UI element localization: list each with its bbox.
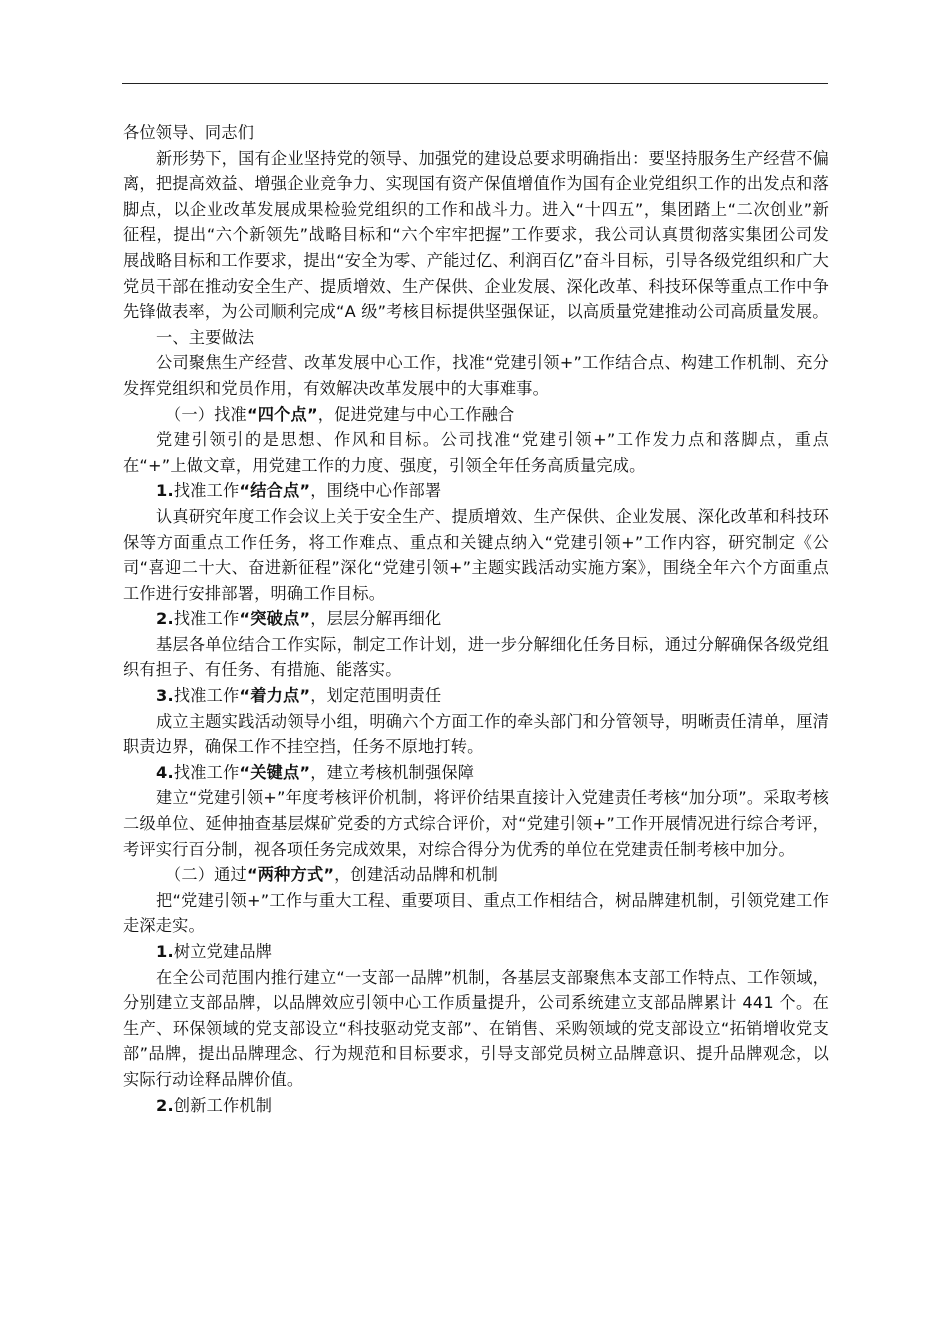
heading-prefix: （一）找准	[165, 404, 247, 424]
paragraph: 在全公司范围内推行建立“一支部一品牌”机制，各基层支部聚焦本支部工作特点、工作领域，分别建立支部品牌，以品牌效应引领中心工作质量提升，公司系统建立支部品牌累计 441 个。在生产、环保领域的党支部设立“科技驱动党支部”、在销售、采购领域的党支部设立“拓销增收党支部”品牌，提出品牌理念、行为规范和目标要求，引导支部党员树立品牌意识、提升品牌观念，以实际行动诠释品牌价值。	[123, 967, 829, 1089]
heading-text: 树立党建品牌	[173, 942, 273, 961]
heading-prefix: 找准工作	[173, 609, 240, 629]
paragraph-intro: 新形势下，国有企业坚持党的领导、加强党的建设总要求明确指出：要坚持服务生产经营不偏离，把提高效益、增强企业竞争力、实现国有资产保值增值作为国有企业党组织工作的出发点和落脚点，以企业改革发展成果检验党组织的工作和战斗力。进入“十四五”，集团踏上“二次创业”新征程，提出“六个新领先”战略目标和“六个牢牢把握”工作要求，我公司认真贯彻落实集团公司发展战略目标和工作要求，提出“安全为零、产能过亿、利润百亿”奋斗目标，引导各级党组织和广大党员干部在推动安全生产、提质增效、生产保供、企业发展、深化改革、科技环保等重点工作中争先锋做表率，为公司顺利完成“A 级”考核目标提供坚强保证，以高质量党建推动公司高质量发展。	[123, 148, 829, 322]
paragraph: 党建引领引的是思想、作风和目标。公司找准“党建引领+”工作发力点和落脚点，重点在“+”上做文章，用党建工作的力度、强度，引领全年任务高质量完成。	[123, 430, 829, 475]
item-number: 2.	[156, 1095, 174, 1115]
paragraph: 基层各单位结合工作实际，制定工作计划，进一步分解细化任务目标，通过分解确保各级党组织有担子、有任务、有措施、能落实。	[123, 634, 829, 680]
paragraph: 成立主题实践活动领导小组，明确六个方面工作的牵头部门和分管领导，明晰责任清单，厘清职责边界，确保工作不挂空挡，任务不原地打转。	[123, 711, 829, 757]
heading-suffix: ，划定范围明责任	[310, 686, 442, 706]
item-heading	[123, 606, 829, 632]
item-number: 1.	[156, 481, 174, 501]
item-number: 1.	[156, 942, 174, 961]
item-heading	[123, 478, 829, 504]
item-number: 2.	[156, 609, 174, 629]
item-number: 3.	[156, 686, 174, 706]
heading-bold: “关键点”	[239, 762, 311, 782]
heading-prefix: 找准工作	[173, 686, 240, 706]
heading-suffix: ，创建活动品牌和机制	[334, 865, 499, 885]
heading-suffix: ，建立考核机制强保障	[310, 762, 475, 782]
document-body	[123, 120, 829, 1118]
item-heading	[123, 683, 829, 709]
heading-text: 创新工作机制	[173, 1095, 273, 1115]
heading-bold: “突破点”	[239, 609, 311, 629]
subsection-heading	[123, 402, 829, 428]
item-number: 4.	[156, 762, 174, 782]
salutation: 各位领导、同志们	[123, 123, 255, 142]
item-heading	[123, 1093, 829, 1119]
heading-bold: “四个点”	[246, 404, 318, 424]
item-heading	[123, 939, 829, 965]
item-heading	[123, 760, 829, 786]
header-rule	[122, 83, 828, 84]
paragraph: 建立“党建引领+”年度考核评价机制，将评价结果直接计入党建责任考核“加分项”。采取考核二级单位、延伸抽查基层煤矿党委的方式综合评价，对“党建引领+”工作开展情况进行综合考评，考评实行百分制，视各项任务完成效果，对综合得分为优秀的单位在党建责任制考核中加分。	[123, 788, 829, 859]
heading-prefix: 找准工作	[173, 762, 240, 782]
paragraph: 认真研究年度工作会议上关于安全生产、提质增效、生产保供、企业发展、深化改革和科技环保等方面重点工作任务，将工作难点、重点和关键点纳入“党建引领+”工作内容，研究制定《公司“喜迎二十大、奋进新征程”深化“党建引领+”主题实践活动实施方案》，围绕全年六个方面重点工作进行安排部署，明确工作目标。	[123, 506, 829, 603]
heading-bold: “两种方式”	[246, 865, 335, 885]
heading-prefix: 找准工作	[173, 481, 240, 501]
paragraph: 把“党建引领+”工作与重大工程、重要项目、重点工作相结合，树品牌建机制，引领党建工作走深走实。	[123, 890, 829, 936]
subsection-heading	[123, 862, 829, 888]
heading-bold: “着力点”	[239, 686, 311, 706]
paragraph: 公司聚焦生产经营、改革发展中心工作，找准“党建引领+”工作结合点、构建工作机制、充分发挥党组织和党员作用，有效解决改革发展中的大事难事。	[123, 353, 829, 398]
section-heading-1: 一、主要做法	[156, 327, 255, 347]
heading-suffix: ，围绕中心作部署	[310, 481, 442, 501]
heading-bold: “结合点”	[239, 481, 311, 501]
heading-suffix: ，促进党建与中心工作融合	[317, 404, 515, 424]
heading-prefix: （二）通过	[165, 865, 247, 885]
heading-suffix: ，层层分解再细化	[310, 609, 442, 629]
